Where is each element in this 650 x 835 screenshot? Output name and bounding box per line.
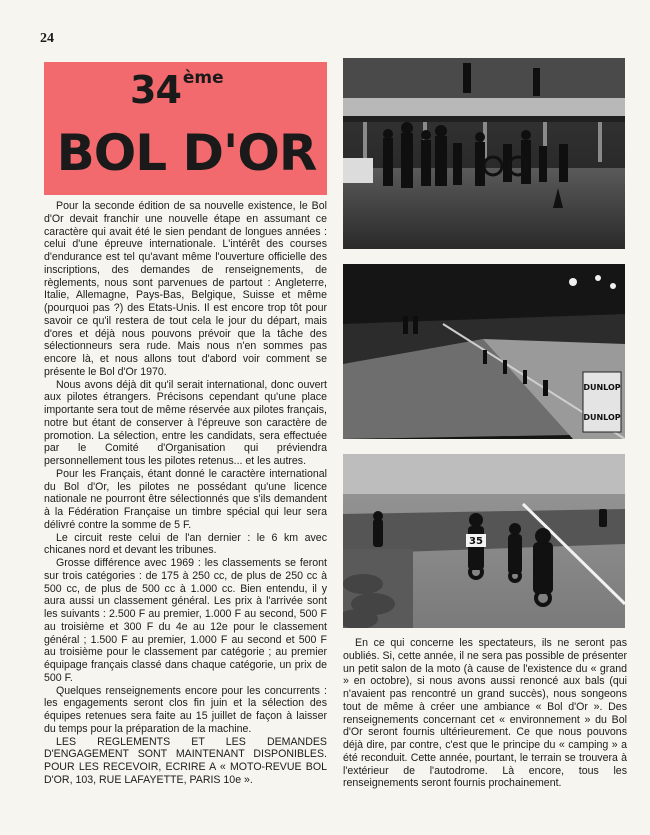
rider-number-plate: 35 [469, 536, 483, 547]
photo-night-track [343, 264, 625, 439]
page-number: 24 [40, 31, 54, 46]
article-paragraph: Le circuit reste celui de l'an dernier : le 6 km avec chicanes nord et devant les tribunes. [44, 531, 327, 557]
photo-riders [343, 454, 625, 628]
article-paragraph: Grosse différence avec 1969 : les classements se feront sur trois catégories : de 175 à 250 cc, de plus de 250 cc à 500 cc, de plus de 500 cc à 1.000 cc. Bien entendu, il y aura aussi un classement général. Les prix à l'arrivée sont les suivants : 2.500 F au premier, 1.000 F au second, 500 F au troisième et 300 F du 4e au 12e pour le classement général ; 1.500 F au premier, 1.000 F au second et 500 F au troisième pour le classement par catégorie ; au premier équipage français classé dans chaque catégorie, un prix de 500 F. [44, 557, 327, 684]
article-column-left [44, 200, 327, 787]
article-paragraph-notice: LES REGLEMENTS ET LES DEMANDES D'ENGAGEMENT SONT MAINTENANT DISPONIBLES. POUR LES RECEVOIR, ECRIRE A « MOTO-REVUE BOL D'OR, 103, RUE LAFAYETTE, PARIS 10e ». [44, 735, 327, 786]
article-paragraph: Pour les Français, étant donné le caractère international du Bol d'Or, les pilotes ne possédant qu'une licence nationale ne pourront être sélectionnés que s'ils demandent à la Fédération Française un timbre spécial qui leur sera délivré contre la somme de 5 F. [44, 467, 327, 531]
sign-dunlop-bottom: DUNLOP [583, 413, 621, 422]
article-paragraph: Quelques renseignements encore pour les concurrents : les engagements seront clos fin juin et la sélection des équipes retenues sera faite au 15 juillet de façon à laisser du temps pour la préparation de la machine. [44, 684, 327, 735]
title-ordinal-suffix: ème [182, 68, 224, 88]
article-paragraph: Pour la seconde édition de sa nouvelle existence, le Bol d'Or devait franchir une nouvelle étape en assumant ce caractère qui avait été le sien pendant de longues années : celui d'une épreuve internationale. L'intérêt des courses d'endurance est tel qu'avant même l'ouverture officielle des inscriptions, des demandes de renseignements, de règlements, nous sont parvenues de partout : Angleterre, Italie, Allemagne, Pays-Bas, Belgique, Suisse et même (pourquoi pas ?) des Etats-Unis. Il est encore trop tôt pour savoir ce qu'il restera de tout cela le jour du départ, mais d'ores et déjà nous pouvons prévoir que la tâche des sélectionneurs sera rude. Mais nous n'en sommes pas encore là, et nous allons tout d'abord voir comment se présente le Bol d'Or 1970. [44, 200, 327, 378]
article-paragraph: Nous avons déjà dit qu'il serait international, donc ouvert aux pilotes étrangers. Précisons cependant qu'une place importante sera tout de même réservée aux pilotes français, notre but étant de conserver à l'épreuve son caractère de promotion. La sélection, entre les candidats, sera effectuée par le Comité d'Organisation qui préviendra personnellement tous les pilotes retenus... et les autres. [44, 378, 327, 467]
title-ordinal-number: 34 [130, 68, 181, 112]
photo-pit-lane [343, 58, 625, 249]
article-column-right [343, 637, 627, 790]
article-paragraph: En ce qui concerne les spectateurs, ils ne seront pas oubliés. Si, cette année, il ne sera pas possible de présenter un petit salon de la moto (à cause de l'existence du « grand » en octobre), si nous avons aussi renoncé aux bals (qui n'avaient pas rencontré un grand succès), nous songeons tout de même à créer une ambiance « Bol d'Or ». Des renseignements concernant cet « environnement » du Bol d'Or seront fournis ultérieurement. Ce que nous pouvons déjà dire, par contre, c'est que le principe du « camping » a été reconduit. Cette année, pourtant, le terrain se trouvera à l'extérieur de l'autodrome. Là encore, tous les renseignements seront fournis prochainement. [343, 637, 627, 790]
title-edition [130, 68, 224, 112]
title-banner [44, 62, 327, 195]
sign-dunlop-top: DUNLOP [583, 383, 621, 392]
page-title: BOL D'OR [56, 124, 317, 182]
